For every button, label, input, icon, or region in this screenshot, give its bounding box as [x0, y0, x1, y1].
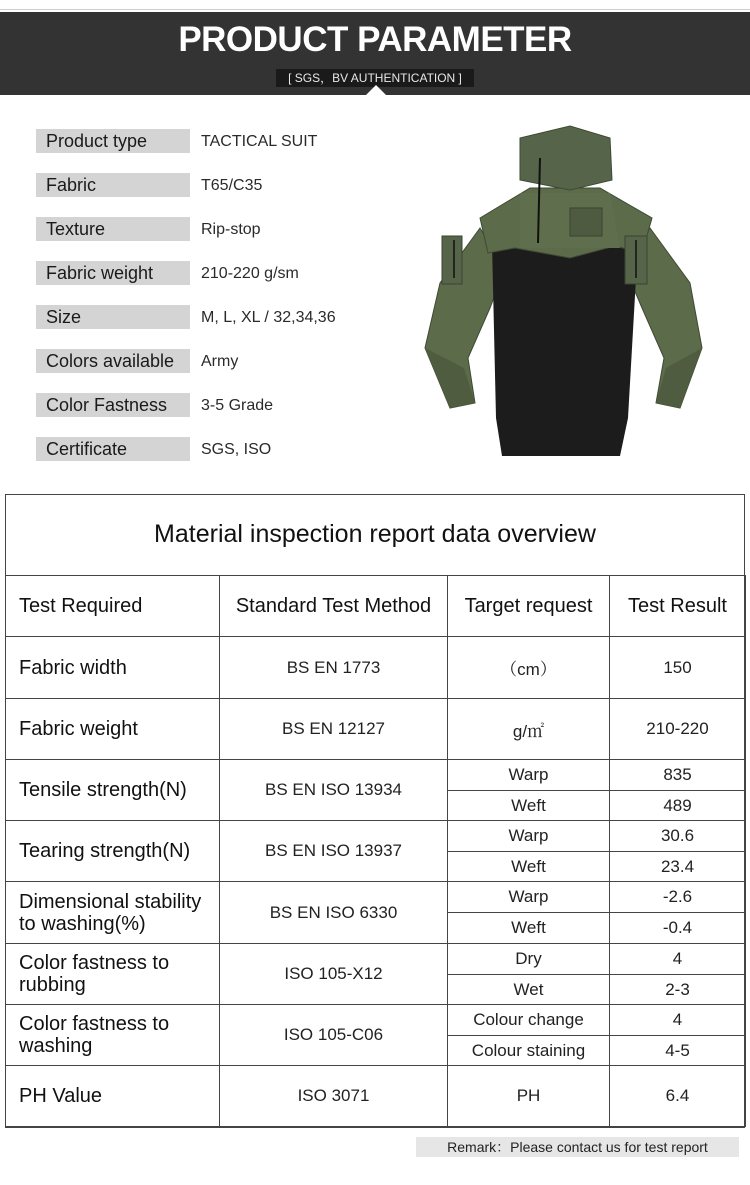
table-header-row — [6, 576, 746, 637]
param-label: Fabric weight — [36, 261, 190, 285]
test-method: BS EN ISO 13937 — [220, 821, 448, 882]
param-label: Colors available — [36, 349, 190, 373]
test-method: BS EN ISO 13934 — [220, 760, 448, 821]
param-label: Fabric — [36, 173, 190, 197]
param-label: Certificate — [36, 437, 190, 461]
test-result: 6.4 — [610, 1066, 746, 1127]
header-target-request: Target request — [448, 576, 610, 637]
test-result: 30.6 — [610, 821, 746, 852]
test-target: Colour staining — [448, 1036, 610, 1066]
param-value: Army — [201, 353, 239, 370]
param-label: Color Fastness — [36, 393, 190, 417]
test-method: BS EN 1773 — [220, 637, 448, 699]
test-target: Warp — [448, 821, 610, 852]
test-result: 489 — [610, 791, 746, 821]
test-target: Warp — [448, 760, 610, 791]
test-name: Fabric width — [6, 637, 220, 699]
test-method: ISO 3071 — [220, 1066, 448, 1127]
param-label: Product type — [36, 129, 190, 153]
param-value: M, L, XL / 32,34,36 — [201, 309, 336, 326]
remark-note: Remark：Please contact us for test report — [416, 1137, 739, 1157]
test-result: -2.6 — [610, 882, 746, 913]
table-row — [6, 699, 746, 760]
test-method: BS EN 12127 — [220, 699, 448, 760]
header-test-required: Test Required — [6, 576, 220, 637]
test-result: 4 — [610, 1005, 746, 1036]
test-target: Colour change — [448, 1005, 610, 1036]
table-row — [6, 760, 746, 791]
top-divider — [0, 9, 750, 10]
param-label: Size — [36, 305, 190, 329]
test-name: Tensile strength(N) — [6, 760, 220, 821]
test-target: Weft — [448, 791, 610, 821]
param-value: TACTICAL SUIT — [201, 133, 318, 150]
test-method: BS EN ISO 6330 — [220, 882, 448, 944]
test-name: Color fastness to washing — [6, 1005, 220, 1066]
authentication-badge: [ SGS，BV AUTHENTICATION ] — [276, 69, 474, 87]
test-result: 150 — [610, 637, 746, 699]
test-method: ISO 105-C06 — [220, 1005, 448, 1066]
test-result: 2-3 — [610, 975, 746, 1005]
test-result: 23.4 — [610, 852, 746, 882]
test-target: Weft — [448, 852, 610, 882]
param-value: T65/C35 — [201, 177, 263, 194]
report-table — [5, 575, 746, 1127]
table-row — [6, 944, 746, 975]
table-row — [6, 1005, 746, 1036]
tactical-shirt-image — [420, 118, 710, 463]
test-method: ISO 105-X12 — [220, 944, 448, 1005]
page-title: PRODUCT PARAMETER — [178, 20, 572, 59]
test-result: 4-5 — [610, 1036, 746, 1066]
test-result: 4 — [610, 944, 746, 975]
test-target: g/㎡ — [448, 699, 610, 760]
test-result: -0.4 — [610, 913, 746, 944]
test-target: Dry — [448, 944, 610, 975]
test-target: Weft — [448, 913, 610, 944]
test-name: Dimensional stability to washing(%) — [6, 882, 220, 944]
param-label: Texture — [36, 217, 190, 241]
test-result: 835 — [610, 760, 746, 791]
inspection-report — [5, 494, 745, 1128]
header-test-result: Test Result — [610, 576, 746, 637]
test-result: 210-220 — [610, 699, 746, 760]
test-name: PH Value — [6, 1066, 220, 1127]
table-row — [6, 882, 746, 913]
param-value: Rip-stop — [201, 221, 261, 238]
table-row — [6, 1066, 746, 1127]
table-row — [6, 821, 746, 852]
test-name: Fabric weight — [6, 699, 220, 760]
page-header — [0, 12, 750, 95]
param-value: SGS, ISO — [201, 441, 272, 458]
param-value: 3-5 Grade — [201, 397, 274, 414]
header-standard-method: Standard Test Method — [220, 576, 448, 637]
header-notch — [366, 85, 386, 95]
table-row — [6, 637, 746, 699]
test-target: （cm） — [448, 637, 610, 699]
param-value: 210-220 g/sm — [201, 265, 299, 282]
test-name: Tearing strength(N) — [6, 821, 220, 882]
test-target: PH — [448, 1066, 610, 1127]
report-title: Material inspection report data overview — [154, 520, 596, 548]
test-target: Wet — [448, 975, 610, 1005]
test-target: Warp — [448, 882, 610, 913]
test-name: Color fastness to rubbing — [6, 944, 220, 1005]
